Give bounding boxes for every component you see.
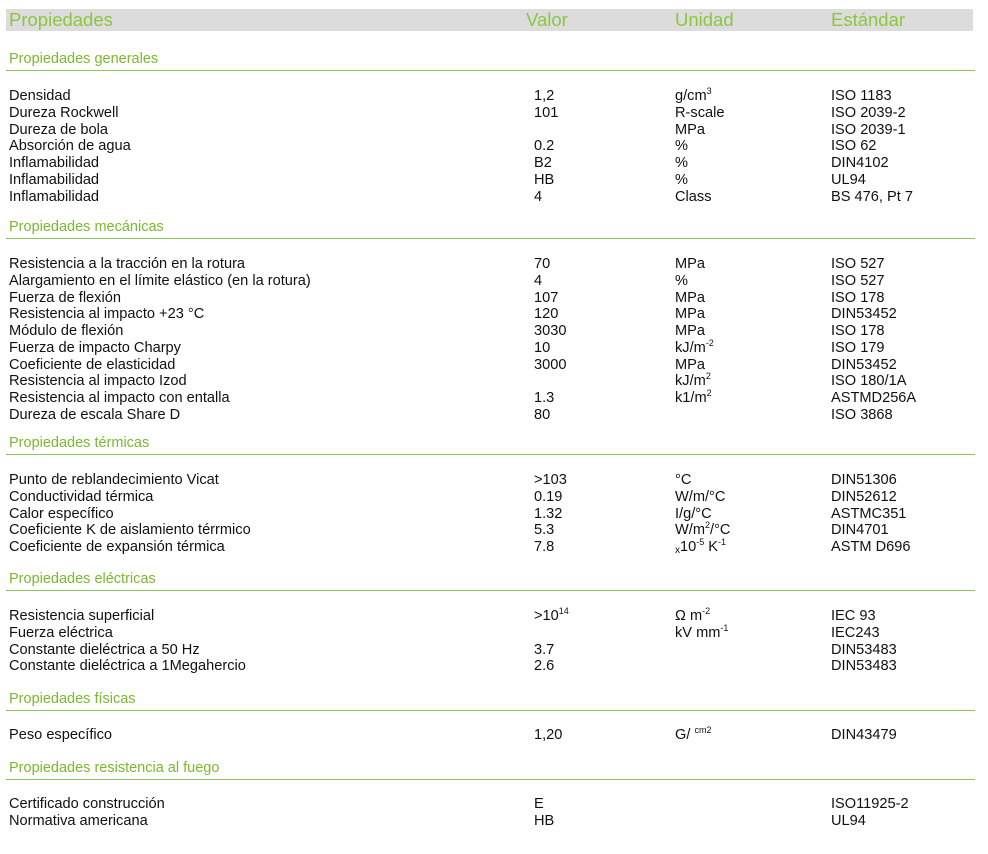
property-value: 1,20 (534, 727, 563, 743)
property-unit (675, 727, 711, 744)
table-row (0, 155, 988, 172)
text-part: Class (675, 188, 712, 205)
section-title: Propiedades resistencia al fuego (9, 760, 220, 776)
property-name: Coeficiente de expansión térmica (9, 539, 225, 555)
property-value: 4 (534, 188, 543, 205)
text-part: MPa (675, 323, 706, 339)
section-title: Propiedades mecánicas (9, 219, 164, 235)
table-row (0, 306, 988, 323)
property-standard: ISO 2039-2 (831, 104, 906, 121)
property-standard: ISO 2039-1 (831, 121, 906, 138)
section-title: Propiedades físicas (9, 691, 136, 707)
text-part: K (704, 539, 719, 555)
text-part: Ω m (675, 608, 703, 624)
property-value: 70 (534, 256, 551, 272)
property-name: Coeficiente de elasticidad (9, 356, 176, 373)
text-part: g/cm (675, 88, 707, 104)
property-name: Fuerza de flexión (9, 289, 121, 306)
property-name: Resistencia al impacto con entalla (9, 390, 230, 406)
property-name: Conductividad térmica (9, 488, 154, 505)
text-part: MPa (675, 356, 706, 373)
table-row (0, 522, 988, 539)
superscript: -1 (720, 622, 729, 633)
property-value: 0.2 (534, 138, 555, 155)
text-part: MPa (675, 256, 706, 272)
property-value: 2.6 (534, 658, 555, 675)
table-row (0, 539, 988, 556)
property-name: Resistencia al impacto Izod (9, 373, 187, 390)
property-value: 3000 (534, 356, 567, 373)
property-value: 107 (534, 289, 559, 306)
table-row (0, 256, 988, 273)
property-unit (675, 390, 712, 407)
table-row (0, 138, 988, 155)
property-standard: DIN4102 (831, 155, 889, 171)
table-row (0, 337, 988, 357)
property-value: 120 (534, 306, 559, 323)
property-unit (675, 622, 729, 642)
table-row (0, 373, 988, 390)
section-title: Propiedades térmicas (9, 435, 150, 451)
section-divider (6, 454, 975, 455)
property-name: Inflamabilidad (9, 188, 100, 205)
property-standard: ISO 180/1A (831, 373, 907, 390)
table-header (6, 9, 973, 31)
header-propiedades: Propiedades (9, 9, 113, 30)
text-part: % (675, 155, 688, 171)
table-row (0, 658, 988, 675)
text-part: k1/m (675, 390, 707, 406)
superscript: 2 (705, 520, 711, 531)
property-name: Dureza Rockwell (9, 104, 119, 121)
property-standard: ASTMD256A (831, 390, 917, 406)
property-name: Resistencia a la tracción en la rotura (9, 256, 246, 272)
text-part: % (675, 138, 688, 155)
property-value: 101 (534, 104, 559, 121)
superscript: -2 (705, 337, 714, 348)
property-standard: UL94 (831, 812, 866, 829)
table-row (0, 189, 988, 206)
table-row (0, 323, 988, 340)
property-value: >103 (534, 472, 567, 488)
property-name: Fuerza eléctrica (9, 624, 113, 641)
property-standard: ISO 179 (831, 339, 885, 356)
text-part: °C (675, 472, 692, 488)
property-standard: ISO 178 (831, 323, 885, 339)
table-row (0, 813, 988, 830)
property-value: 7.8 (534, 539, 555, 555)
property-unit (675, 138, 688, 155)
text-part: W/m/°C (675, 488, 726, 505)
header-estandar: Estándar (831, 9, 906, 30)
section-divider (6, 710, 975, 711)
property-unit (675, 290, 705, 307)
property-unit (675, 357, 705, 374)
property-value: 10 (534, 339, 551, 356)
property-value: 3.7 (534, 641, 555, 658)
table-row (0, 88, 988, 105)
section-divider (6, 779, 975, 780)
header-valor: Valor (526, 9, 568, 30)
text-part: R-scale (675, 104, 725, 121)
property-unit (675, 472, 691, 489)
property-standard: ISO 1183 (831, 88, 892, 104)
property-unit (675, 172, 688, 189)
table-row (0, 390, 988, 407)
property-name: Fuerza de impacto Charpy (9, 339, 181, 356)
text-part: kV mm (675, 624, 721, 641)
text-part: kJ/m (675, 373, 706, 390)
property-unit (675, 189, 712, 206)
property-name: Certificado construcción (9, 796, 165, 812)
text-part: MPa (675, 121, 706, 138)
property-value: 1.3 (534, 390, 555, 406)
property-name: Alargamiento en el límite elástico (en la rotura) (9, 272, 311, 289)
table-row (0, 608, 988, 625)
property-name: Resistencia al impacto +23 °C (9, 306, 205, 323)
property-standard: ISO 3868 (831, 406, 893, 423)
section-divider (6, 70, 975, 71)
property-name: Coeficiente K de aislamiento térrmico (9, 522, 251, 539)
property-name: Peso específico (9, 727, 113, 743)
property-name: Densidad (9, 88, 71, 104)
property-value (534, 608, 569, 625)
superscript: 3 (706, 86, 712, 96)
table-row (0, 105, 988, 122)
table-row (0, 172, 988, 189)
text-part: % (675, 272, 688, 289)
property-value: 80 (534, 406, 551, 423)
table-row (0, 290, 988, 307)
text-part: MPa (675, 306, 706, 323)
property-name: Resistencia superficial (9, 608, 155, 624)
property-value: E (534, 796, 544, 812)
section-divider (6, 238, 975, 239)
text-part: /°C (710, 522, 731, 539)
table-row (0, 273, 988, 290)
property-standard: DIN51306 (831, 472, 897, 488)
property-value: 1,2 (534, 88, 555, 104)
superscript: cm2 (694, 725, 712, 735)
property-value: 5.3 (534, 522, 555, 539)
property-standard: ISO 178 (831, 289, 885, 306)
property-standard: IEC 93 (831, 608, 876, 624)
superscript: -1 (718, 537, 727, 547)
property-standard: BS 476, Pt 7 (831, 188, 913, 205)
property-unit (675, 88, 712, 105)
property-unit (675, 373, 711, 390)
property-value: 0.19 (534, 488, 563, 505)
property-name: Inflamabilidad (9, 171, 100, 188)
property-standard: DIN53483 (831, 641, 897, 658)
property-unit (675, 256, 705, 273)
table-row (0, 407, 988, 424)
text-part: % (675, 171, 688, 188)
property-standard: ASTMC351 (831, 505, 907, 522)
property-value: B2 (534, 155, 552, 171)
property-unit (675, 489, 725, 506)
property-name: Punto de reblandecimiento Vicat (9, 472, 219, 488)
property-unit (675, 273, 688, 290)
property-unit (675, 608, 710, 625)
property-standard: DIN4701 (831, 522, 889, 539)
subscript: x (675, 545, 680, 556)
text-part: >10 (534, 608, 559, 624)
section-title: Propiedades generales (9, 51, 159, 67)
property-value: HB (534, 812, 555, 829)
table-row (0, 489, 988, 506)
property-value: 4 (534, 272, 543, 289)
property-standard: DIN53483 (831, 658, 897, 675)
property-standard: UL94 (831, 171, 866, 188)
property-name: Constante dieléctrica a 1Megahercio (9, 658, 246, 675)
property-name: Calor específico (9, 505, 114, 522)
text-part: MPa (675, 289, 706, 306)
section-divider (6, 590, 975, 591)
property-standard: IEC243 (831, 624, 880, 641)
table-row (0, 357, 988, 374)
property-name: Absorción de agua (9, 138, 131, 155)
superscript: -2 (702, 606, 711, 616)
property-standard: ISO 527 (831, 256, 885, 272)
property-standard: DIN53452 (831, 306, 897, 323)
property-unit (675, 155, 688, 172)
text-part: kJ/m (675, 339, 706, 356)
text-part: W/m (675, 522, 705, 539)
property-name: Dureza de bola (9, 121, 108, 138)
property-name: Normativa americana (9, 812, 148, 829)
property-unit (675, 337, 714, 357)
property-standard: DIN43479 (831, 727, 897, 743)
property-unit (675, 105, 724, 122)
superscript: 2 (705, 371, 711, 382)
property-standard: DIN53452 (831, 356, 897, 373)
property-name: Inflamabilidad (9, 155, 100, 171)
table-row (0, 122, 988, 139)
property-value: 3030 (534, 323, 567, 339)
text-part: 10 (680, 539, 697, 555)
superscript: -5 (696, 537, 705, 547)
property-unit (675, 306, 705, 323)
superscript: 2 (706, 388, 712, 398)
property-unit (675, 122, 705, 139)
property-standard: ISO11925-2 (831, 796, 909, 812)
property-unit (675, 323, 705, 340)
property-standard: ISO 527 (831, 272, 885, 289)
header-unidad: Unidad (675, 9, 734, 30)
text-part: I/g/°C (675, 505, 712, 522)
superscript: 14 (558, 606, 569, 616)
property-unit (675, 539, 726, 556)
property-standard: DIN52612 (831, 488, 897, 505)
property-standard: ISO 62 (831, 138, 877, 155)
property-name: Módulo de flexión (9, 323, 124, 339)
property-name: Dureza de escala Share D (9, 406, 181, 423)
property-value: HB (534, 171, 555, 188)
table-row (0, 727, 988, 744)
property-standard: ASTM D696 (831, 539, 911, 555)
section-title: Propiedades eléctricas (9, 571, 156, 587)
text-part: G/ (675, 727, 695, 743)
table-row (0, 622, 988, 642)
table-row (0, 472, 988, 489)
table-row (0, 642, 988, 659)
property-value: 1.32 (534, 505, 563, 522)
table-row (0, 796, 988, 813)
table-row (0, 506, 988, 523)
property-name: Constante dieléctrica a 50 Hz (9, 641, 200, 658)
